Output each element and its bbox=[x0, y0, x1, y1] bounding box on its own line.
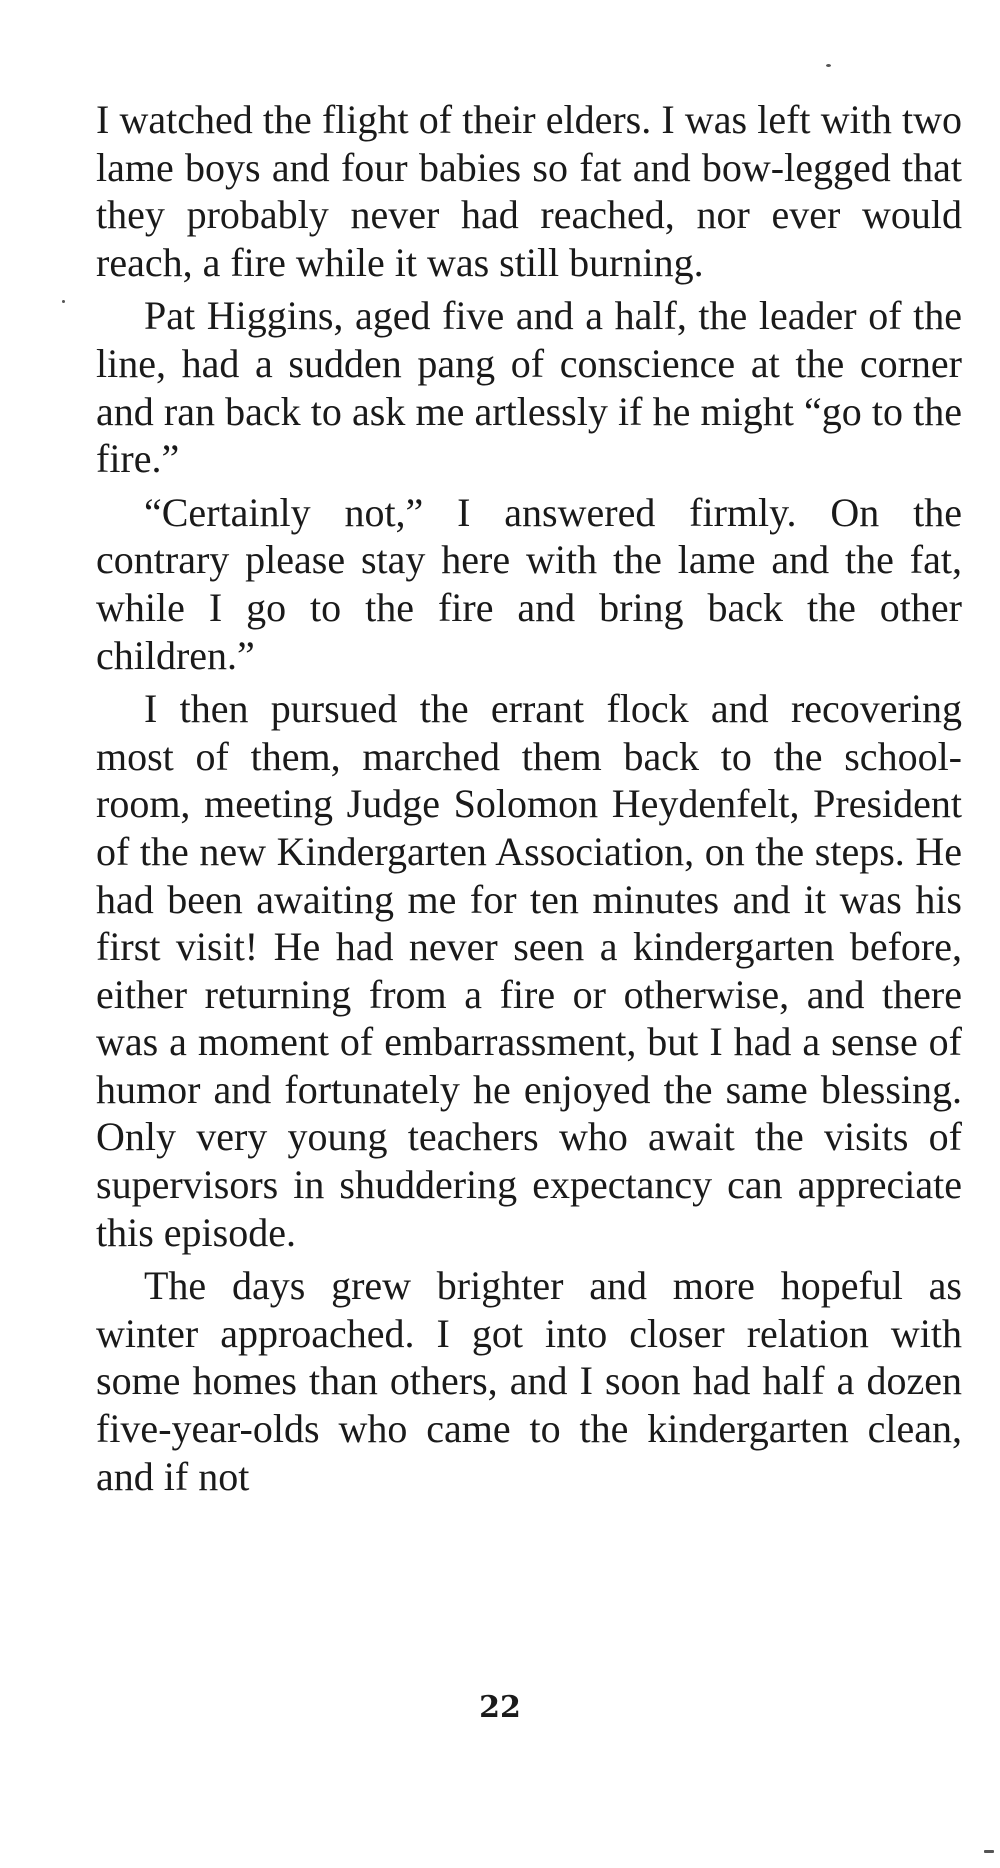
body-text bbox=[96, 96, 962, 1506]
paragraph-3: “Certainly not,” I answered firmly. On the contrary please stay here with the lame and the fat, while I go to the fire and bring back the other children.” bbox=[96, 489, 962, 678]
paragraph-5: The days grew brighter and more hopeful as winter approached. I got into closer relation with some homes than others, and I soon had half a dozen five-year-olds who came to the kindergarten clean, and if not bbox=[96, 1263, 962, 1499]
ink-speck bbox=[826, 64, 831, 67]
paragraph-2: Pat Higgins, aged five and a half, the leader of the line, had a sudden pang of conscience at the corner and ran back to ask me artlessly if he might “go to the fire.” bbox=[96, 293, 962, 482]
page-number: 22 bbox=[479, 1690, 521, 1725]
paragraph-1: I watched the flight of their elders. I was left with two lame boys and four babies so fat and bow-legged that they probably never had reached, nor ever would reach, a fire while it was still burning. bbox=[96, 97, 962, 285]
ink-speck bbox=[62, 300, 65, 303]
ink-speck bbox=[984, 1850, 994, 1853]
paragraph-4: I then pursued the errant flock and recovering most of them, marched them back to the school-room, meeting Judge Solomon Heydenfelt, President of the new Kindergarten Association, on the steps. He had been awaiting me for ten minutes and it was his first visit! He had never seen a kindergarten before, either returning from a fire or otherwise, and there was a moment of embarrassment, but I had a sense of humor and fortunately he enjoyed the same blessing. Only very young teachers who await the visits of supervisors in shuddering expectancy can appreciate this episode. bbox=[96, 686, 962, 1255]
